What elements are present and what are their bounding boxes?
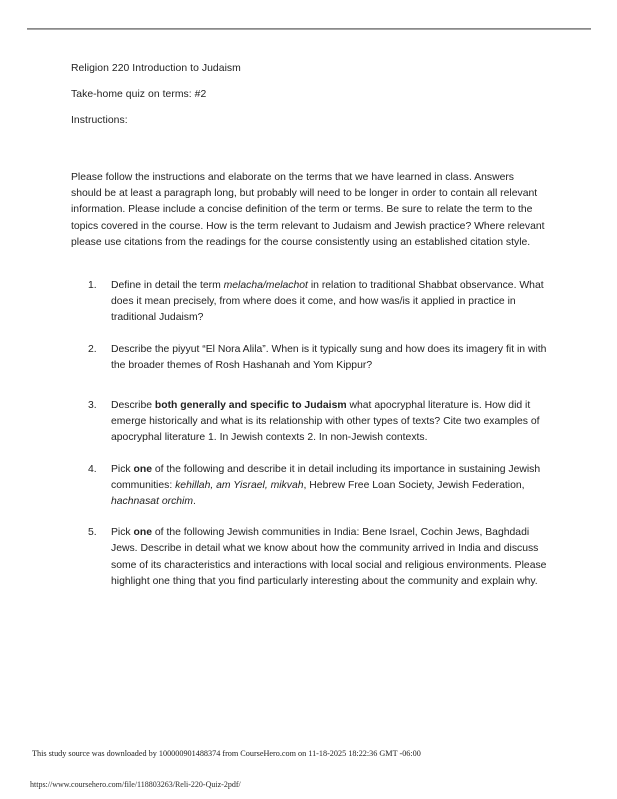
question-text-run: both generally and specific to Judaism: [154, 400, 347, 412]
question-item: [88, 525, 548, 590]
question-text-run: in relation to traditional Shabbat observance. What does it mean precisely, from where does it come, and how was/is it applied in practice in traditional Judaism?: [111, 280, 544, 324]
question-item: [88, 462, 548, 511]
question-item: [88, 398, 548, 447]
question-text: [111, 464, 540, 507]
question-number: 1.: [88, 280, 97, 291]
question-text-run: Describe the piyyut “El Nora Alila”. When is it typically sung and how does its imagery fit in with the broader themes of Rosh Hashanah and Yom Kippur?: [111, 343, 547, 371]
question-text-run: hachnasat orchim: [111, 496, 194, 508]
question-text-run: of the following Jewish communities in India: Bene Israel, Cochin Jews, Baghdadi Jews. Describe in detail what we know about how the community arrived in India and discuss some of its characteristics and interactions with local social and religious environments. Please highlight one thing that you find particularly interesting about the community and explain why.: [111, 527, 547, 587]
quiz-title-line: Take-home quiz on terms: #2: [71, 89, 207, 100]
question-text-run: one: [133, 463, 153, 475]
question-text: [111, 527, 546, 587]
question-number: 2.: [88, 343, 97, 355]
question-number: 5.: [88, 527, 97, 539]
question-text-run: Pick: [111, 527, 134, 539]
spacer: [71, 140, 545, 170]
question-text: [111, 400, 540, 443]
instructions-label: Instructions:: [71, 115, 128, 126]
question-text-run: kehillah, am Yisrael, mikvah: [175, 479, 304, 491]
question-number: 3.: [88, 400, 97, 412]
coursehero-download-note: This study source was downloaded by 100000901488374 from CourseHero.com on 11-18-2025 18:22:36 GMT -06:00: [32, 749, 421, 758]
question-item: [88, 278, 548, 327]
question-text-run: .: [193, 496, 196, 508]
question-text-run: Describe: [111, 400, 155, 412]
question-text-run: melacha/melachot: [223, 280, 308, 291]
question-list: [88, 278, 548, 605]
document-body: [71, 62, 545, 251]
question-item: [88, 342, 548, 374]
coursehero-source-url: https://www.coursehero.com/file/118803263/Reli-220-Quiz-2pdf/: [30, 780, 241, 789]
question-text-run: one: [133, 527, 153, 539]
question-text-run: of the following and describe it in detail including its importance in sustaining Jewish communities:: [111, 463, 541, 491]
question-number: 4.: [88, 463, 97, 475]
instructions-paragraph: Please follow the instructions and elaborate on the terms that we have learned in class. Answers should be at least a paragraph long, but probably will need to be longer in order to contain all relevant information. Please include a concise definition of the term or terms. Be sure to relate the term to the topics covered in the course. How is the term relevant to Judaism and Jewish practice? Where relevant please use citations from the readings for the course consistently using an established citation style.: [71, 172, 545, 248]
question-text-run: what apocryphal literature is. How did it emerge historically and what is its relationship with other types of texts? Cite two examples of apocryphal literature 1. In Jewish contexts 2. In non-Jewish contexts.: [111, 400, 540, 444]
header-divider: [27, 28, 591, 30]
question-text-run: Pick: [111, 463, 134, 475]
question-text-run: Define in detail the term: [111, 280, 224, 291]
question-text-run: , Hebrew Free Loan Society, Jewish Federation,: [303, 479, 525, 491]
question-text: [111, 280, 544, 323]
course-title-line: Religion 220 Introduction to Judaism: [71, 63, 241, 74]
question-text: [111, 344, 546, 371]
